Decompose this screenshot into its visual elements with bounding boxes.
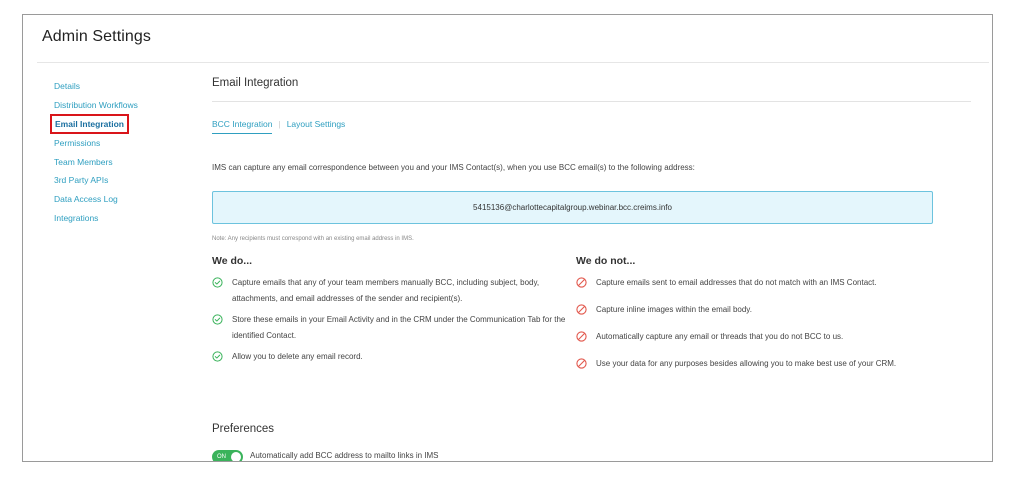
recipients-note: Note: Any recipients must correspond with an existing email address in IMS.	[212, 236, 414, 242]
page-title: Admin Settings	[42, 28, 152, 45]
we-do-not-column	[576, 255, 971, 383]
preferences-title: Preferences	[212, 423, 275, 435]
we-do-not-item-text: Automatically capture any email or threads that you do not BCC to us.	[596, 332, 844, 341]
tab-bar	[212, 119, 345, 134]
sidebar	[54, 79, 164, 230]
sidebar-item-data-access-log[interactable]	[54, 192, 164, 211]
email-integration-content	[212, 77, 972, 460]
we-do-not-item	[576, 356, 971, 372]
sidebar-item-integrations[interactable]	[54, 211, 164, 230]
sidebar-item-team-members[interactable]	[54, 155, 164, 174]
check-circle-icon	[212, 351, 223, 362]
we-do-item	[212, 349, 567, 365]
sidebar-item-label: Data Access Log	[54, 194, 118, 205]
sidebar-item-permissions[interactable]	[54, 136, 164, 155]
we-do-not-item	[576, 329, 971, 345]
sidebar-item-email-integration[interactable]	[54, 117, 164, 136]
sidebar-item-label: Team Members	[54, 156, 113, 167]
sidebar-item-label: Integrations	[54, 213, 99, 224]
sidebar-item-label: Distribution Workflows	[54, 99, 138, 110]
sidebar-item-label: 3rd Party APIs	[54, 175, 109, 186]
sidebar-item-label: Details	[54, 81, 80, 91]
we-do-not-item	[576, 275, 971, 291]
we-do-item	[212, 312, 567, 344]
we-do-column	[212, 255, 567, 370]
check-circle-icon	[212, 314, 223, 325]
bcc-address-box[interactable]: 5415136@charlottecapitalgroup.webinar.bcc.creims.info	[212, 191, 933, 224]
tab-layout-settings[interactable]: Layout Settings	[286, 119, 346, 129]
tab-bcc-integration[interactable]: BCC Integration	[212, 119, 272, 134]
section-divider	[212, 101, 971, 102]
we-do-not-heading: We do not...	[576, 255, 636, 267]
we-do-not-item-text: Capture inline images within the email body.	[596, 305, 752, 314]
we-do-not-item-text: Capture emails sent to email addresses that do not match with an IMS Contact.	[596, 278, 877, 287]
sidebar-item-label: Permissions	[54, 137, 101, 148]
tab-separator: |	[278, 119, 281, 129]
section-title: Email Integration	[212, 77, 299, 89]
we-do-heading: We do...	[212, 255, 253, 267]
sidebar-item-distribution-workflows[interactable]	[54, 98, 164, 117]
sidebar-item-label: Email Integration	[55, 118, 124, 129]
we-do-not-item-text: Use your data for any purposes besides allowing you to make best use of your CRM.	[596, 359, 897, 368]
prohibited-circle-icon	[576, 331, 587, 342]
prohibited-circle-icon	[576, 358, 587, 369]
intro-text: IMS can capture any email correspondence between you and your IMS Contact(s), when you use BCC email(s) to the following address:	[212, 163, 695, 172]
toggle-knob	[231, 452, 241, 462]
prohibited-circle-icon	[576, 277, 587, 288]
sidebar-item-3rd-party-apis[interactable]	[54, 173, 164, 192]
bcc-mailto-toggle[interactable]	[212, 450, 243, 462]
toggle-label: Automatically add BCC address to mailto links in IMS	[250, 451, 439, 460]
header-divider	[37, 62, 989, 63]
we-do-item-text: Capture emails that any of your team members manually BCC, including subject, body, attachments, and email addresses of the sender and recipient(s).	[232, 278, 540, 303]
we-do-item	[212, 275, 567, 307]
toggle-state: ON	[217, 454, 226, 460]
we-do-item-text: Store these emails in your Email Activity and in the CRM under the Communication Tab for the identified Contact.	[232, 315, 566, 340]
prohibited-circle-icon	[576, 304, 587, 315]
admin-settings-panel	[22, 14, 993, 462]
we-do-item-text: Allow you to delete any email record.	[232, 352, 363, 361]
sidebar-item-details[interactable]	[54, 79, 164, 98]
we-do-not-item	[576, 302, 971, 318]
check-circle-icon	[212, 277, 223, 288]
